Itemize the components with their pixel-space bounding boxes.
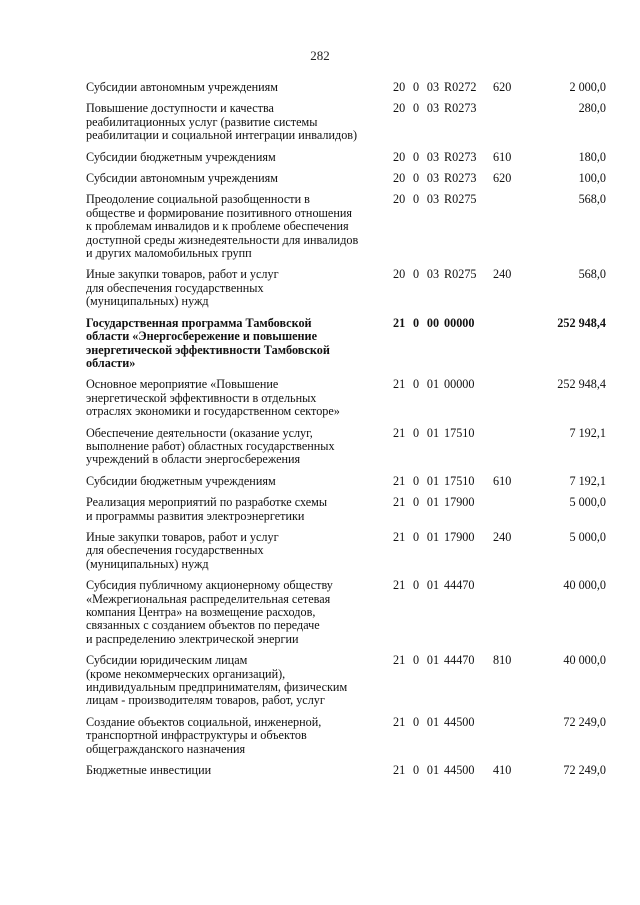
code-part-c4: 44500: [444, 714, 475, 729]
table-row: [86, 193, 606, 260]
code-part-c2: 0: [412, 315, 420, 330]
code-part-c1: 20: [393, 80, 406, 94]
row-name: Субсидии бюджетным учреждениям: [86, 473, 276, 488]
expense-kind: 240: [493, 267, 512, 282]
code-part-c3: 01: [426, 495, 440, 510]
code-part-c1: 21: [393, 377, 406, 392]
amount: 40 000,0: [563, 653, 606, 668]
row-name: Основное мероприятие «Повышение энергетической эффективности в отдельных отраслях экономики и государственном секторе»: [86, 377, 340, 419]
amount: 2 000,0: [569, 80, 606, 94]
code-part-c4: 00000: [444, 377, 475, 392]
code-part-c2: 0: [412, 267, 420, 282]
table-row: [86, 268, 606, 308]
code-part-c2: 0: [412, 714, 420, 729]
code-part-c3: 03: [426, 80, 440, 94]
table-row: [86, 427, 606, 467]
amount: 5 000,0: [569, 529, 606, 544]
code-part-c2: 0: [412, 763, 420, 778]
code-part-c1: 20: [393, 149, 406, 164]
code-part-c4: R0272: [444, 80, 477, 94]
code-part-c3: 00: [426, 315, 440, 330]
row-name: Преодоление социальной разобщенности в обществе и формирование позитивного отношения к проблемам инвалидов и к проблеме обеспечения доступной среды жизнедеятельности для инвалидов и других маломобильных групп: [86, 192, 359, 261]
code-part-c3: 01: [426, 714, 440, 729]
code-part-c4: R0273: [444, 101, 477, 116]
code-part-c4: R0273: [444, 171, 477, 186]
code-part-c1: 20: [393, 192, 406, 207]
amount: 72 249,0: [563, 714, 606, 729]
code-part-c3: 01: [426, 578, 440, 593]
code-part-c1: 21: [393, 763, 406, 778]
code-part-c2: 0: [412, 425, 420, 440]
budget-code: [393, 81, 493, 94]
budget-code: [393, 531, 493, 544]
budget-code: [393, 378, 493, 391]
row-name: Бюджетные инвестиции: [86, 763, 212, 778]
row-name: Субсидии автономным учреждениям: [86, 171, 278, 186]
code-part-c4: 44500: [444, 763, 475, 778]
row-name: Повышение доступности и качества реабилитационных услуг (развитие системы реабилитации и социальной интеграции инвалидов): [86, 101, 358, 143]
code-part-c4: 17510: [444, 425, 475, 440]
table-row: [86, 716, 606, 756]
code-part-c2: 0: [412, 653, 420, 668]
page-number: 282: [310, 48, 330, 63]
table-row: [86, 378, 606, 418]
table-row: [86, 475, 606, 488]
code-part-c3: 01: [426, 377, 440, 392]
budget-code: [393, 193, 493, 206]
code-part-c1: 21: [393, 315, 406, 330]
amount: 568,0: [578, 192, 606, 207]
table-row: [86, 151, 606, 164]
table-row: [86, 654, 606, 708]
amount: 280,0: [578, 101, 606, 116]
budget-code: [393, 268, 493, 281]
table-row: [86, 102, 606, 142]
code-part-c2: 0: [412, 377, 420, 392]
budget-code: [393, 475, 493, 488]
row-name: Субсидии бюджетным учреждениям: [86, 149, 276, 164]
expense-kind: 810: [493, 653, 512, 668]
budget-code: [393, 496, 493, 509]
code-part-c2: 0: [412, 80, 420, 94]
code-part-c4: 17900: [444, 495, 475, 510]
code-part-c3: 01: [426, 529, 440, 544]
budget-code: [393, 317, 493, 330]
amount: 252 948,4: [557, 377, 606, 392]
table-row: [86, 496, 606, 523]
row-name: Реализация мероприятий по разработке схемы и программы развития электроэнергетики: [86, 495, 328, 523]
amount: 7 192,1: [569, 425, 606, 440]
row-name: Создание объектов социальной, инженерной, транспортной инфраструктуры и объектов общегражданского назначения: [86, 714, 322, 756]
code-part-c1: 21: [393, 714, 406, 729]
amount: 40 000,0: [563, 578, 606, 593]
row-name: Субсидии автономным учреждениям: [86, 80, 278, 94]
row-name: Иные закупки товаров, работ и услуг для обеспечения государственных (муниципальных) нужд: [86, 267, 279, 309]
amount: 72 249,0: [563, 763, 606, 778]
code-part-c3: 01: [426, 763, 440, 778]
amount: 100,0: [578, 171, 606, 186]
code-part-c1: 20: [393, 267, 406, 282]
code-part-c4: 17510: [444, 473, 475, 488]
table-row: [86, 317, 606, 371]
code-part-c3: 03: [426, 101, 440, 116]
table-row: [86, 531, 606, 571]
code-part-c4: R0275: [444, 267, 477, 282]
expense-kind: 410: [493, 763, 512, 778]
table-row: [86, 764, 606, 777]
budget-code: [393, 172, 493, 185]
expense-kind: 610: [493, 473, 512, 488]
code-part-c1: 21: [393, 495, 406, 510]
row-name: Иные закупки товаров, работ и услуг для обеспечения государственных (муниципальных) нужд: [86, 529, 279, 571]
code-part-c2: 0: [412, 149, 420, 164]
code-part-c4: R0273: [444, 149, 477, 164]
code-part-c1: 21: [393, 578, 406, 593]
code-part-c2: 0: [412, 101, 420, 116]
row-name: Государственная программа Тамбовской области «Энергосбережение и повышение энергетической эффективности Тамбовской области»: [86, 315, 330, 370]
code-part-c1: 21: [393, 529, 406, 544]
budget-code: [393, 427, 493, 440]
budget-table: [86, 81, 606, 785]
budget-code: [393, 151, 493, 164]
amount: 5 000,0: [569, 495, 606, 510]
code-part-c3: 03: [426, 171, 440, 186]
row-name: Обеспечение деятельности (оказание услуг, выполнение работ) областных государственных учреждений в области энергосбережения: [86, 425, 335, 467]
expense-kind: 620: [493, 80, 512, 94]
code-part-c3: 01: [426, 425, 440, 440]
code-part-c1: 20: [393, 101, 406, 116]
code-part-c4: 44470: [444, 578, 475, 593]
code-part-c3: 03: [426, 267, 440, 282]
code-part-c3: 01: [426, 473, 440, 488]
expense-kind: 240: [493, 529, 512, 544]
code-part-c4: 00000: [444, 315, 475, 330]
table-row: [86, 172, 606, 185]
expense-kind: 620: [493, 171, 512, 186]
budget-code: [393, 654, 493, 667]
table-row: [86, 579, 606, 646]
budget-code: [393, 764, 493, 777]
amount: 568,0: [578, 267, 606, 282]
amount: 252 948,4: [557, 315, 606, 330]
code-part-c3: 03: [426, 149, 440, 164]
expense-kind: 610: [493, 149, 512, 164]
budget-code: [393, 716, 493, 729]
table-row: [86, 81, 606, 94]
budget-code: [393, 102, 493, 115]
amount: 180,0: [578, 149, 606, 164]
code-part-c2: 0: [412, 495, 420, 510]
code-part-c4: 44470: [444, 653, 475, 668]
code-part-c3: 03: [426, 192, 440, 207]
code-part-c2: 0: [412, 529, 420, 544]
code-part-c2: 0: [412, 171, 420, 186]
code-part-c4: 17900: [444, 529, 475, 544]
code-part-c4: R0275: [444, 192, 477, 207]
code-part-c1: 20: [393, 171, 406, 186]
code-part-c3: 01: [426, 653, 440, 668]
code-part-c1: 21: [393, 653, 406, 668]
row-name: Субсидии юридическим лицам (кроме некоммерческих организаций), индивидуальным предпринимателям, физическим лицам - производителям товаров, работ, услуг: [86, 653, 348, 708]
code-part-c2: 0: [412, 192, 420, 207]
code-part-c2: 0: [412, 473, 420, 488]
code-part-c2: 0: [412, 578, 420, 593]
budget-code: [393, 579, 493, 592]
amount: 7 192,1: [569, 473, 606, 488]
code-part-c1: 21: [393, 473, 406, 488]
row-name: Субсидия публичному акционерному обществу «Межрегиональная распределительная сетевая компания Центра» на возмещение расходов, связанных с созданием объектов по передаче и распределению электрической энергии: [86, 578, 333, 646]
code-part-c1: 21: [393, 425, 406, 440]
